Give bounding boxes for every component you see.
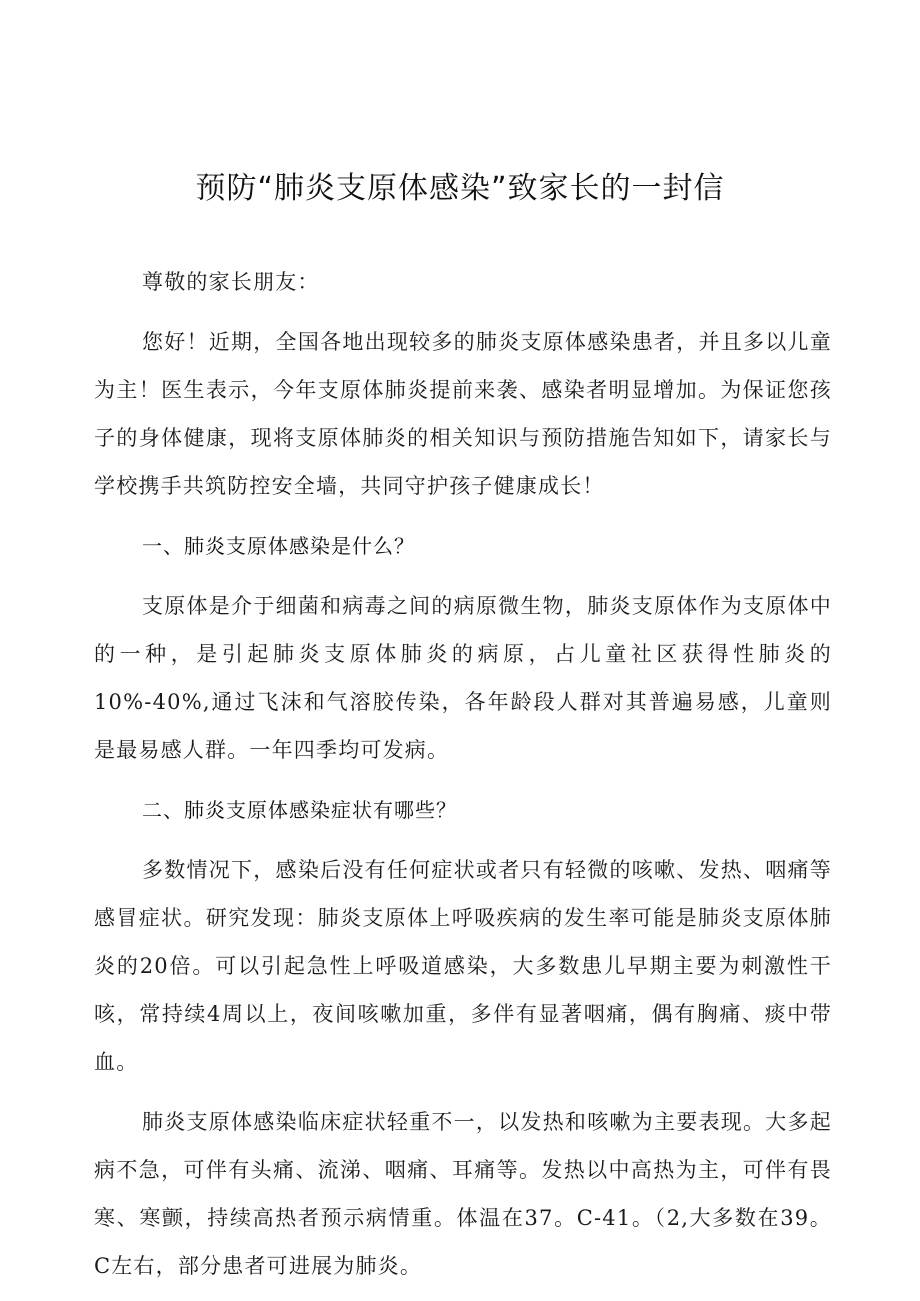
section2-heading: 二、肺炎支原体感染症状有哪些？: [142, 798, 457, 822]
section1-heading: 一、肺炎支原体感染是什么？: [142, 534, 415, 558]
intro-paragraph: 您好！近期，全国各地出现较多的肺炎支原体感染患者，并且多以儿童为主！医生表示，今年支原体肺炎提前来袭、感染者明显增加。为保证您孩子的身体健康，现将支原体肺炎的相关知识与预防措施告知如下，请家长与学校携手共筑防控安全墙，共同守护孩子健康成长！: [94, 330, 832, 498]
section2-paragraph-1: 多数情况下，感染后没有任何症状或者只有轻微的咳嗽、发热、咽痛等感冒症状。研究发现：肺炎支原体上呼吸疾病的发生率可能是肺炎支原体肺炎的20倍。可以引起急性上呼吸道感染，大多数患儿早期主要为刺激性干咳，常持续4周以上，夜间咳嗽加重，多伴有显著咽痛，偶有胸痛、痰中带血。: [94, 858, 832, 1074]
section2-paragraph-2: 肺炎支原体感染临床症状轻重不一，以发热和咳嗽为主要表现。大多起病不急，可伴有头痛、流涕、咽痛、耳痛等。发热以中高热为主，可伴有畏寒、寒颤，持续高热者预示病情重。体温在37。C-41。（2,大多数在39。C左右，部分患者可进展为肺炎。: [94, 1110, 832, 1278]
salutation: 尊敬的家长朋友：: [142, 270, 320, 294]
letter-body: [94, 258, 832, 1290]
page-title: 预防“肺炎支原体感染”致家长的一封信: [195, 171, 725, 206]
section1-paragraph: 支原体是介于细菌和病毒之间的病原微生物，肺炎支原体作为支原体中的一种，是引起肺炎支原体肺炎的病原，占儿童社区获得性肺炎的10%-40%,通过飞沫和气溶胶传染，各年龄段人群对其普遍易感，儿童则是最易感人群。一年四季均可发病。: [94, 594, 832, 762]
